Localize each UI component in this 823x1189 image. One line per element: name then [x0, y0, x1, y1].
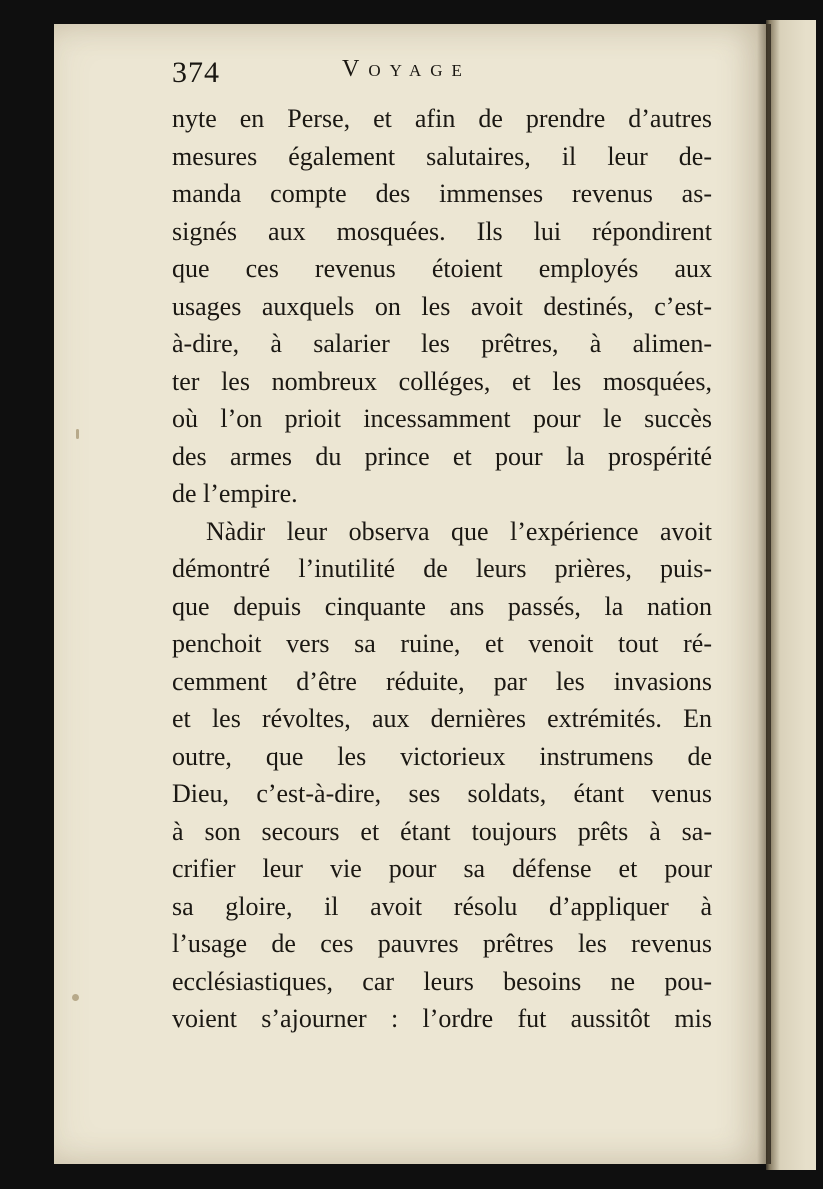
- text-line: démontré l’inutilité de leurs prières, puis-: [172, 554, 712, 583]
- text-line: de l’empire.: [172, 479, 298, 508]
- text-line: signés aux mosquées. Ils lui répondirent: [172, 216, 712, 246]
- text-line: où l’on prioit incessamment pour le succès: [172, 404, 712, 433]
- body-text: [172, 100, 712, 1038]
- text-line: penchoit vers sa ruine, et venoit tout ré-: [172, 629, 712, 658]
- text-line: Nàdir leur observa que l’expérience avoit: [206, 516, 712, 546]
- text-line: et les révoltes, aux dernières extrémités. En: [172, 704, 712, 733]
- paper-spot: [76, 429, 79, 439]
- facing-page-edge: [766, 20, 816, 1170]
- page-header: [172, 56, 712, 96]
- text-line: l’usage de ces pauvres prêtres les revenus: [172, 929, 712, 958]
- text-line: à-dire, à salarier les prêtres, à alimen-: [172, 329, 712, 358]
- page-number: 374: [172, 56, 220, 89]
- text-line: des armes du prince et pour la prospérité: [172, 441, 712, 471]
- text-line: outre, que les victorieux instrumens de: [172, 741, 712, 771]
- text-line: sa gloire, il avoit résolu d’appliquer à: [172, 891, 712, 921]
- page-gutter-shadow: [757, 24, 771, 1164]
- text-line: à son secours et étant toujours prêts à sa-: [172, 816, 712, 846]
- text-line: ter les nombreux colléges, et les mosquées,: [172, 366, 712, 396]
- text-line: Dieu, c’est-à-dire, ses soldats, étant venus: [172, 779, 712, 808]
- text-line: manda compte des immenses revenus as-: [172, 179, 712, 208]
- running-head: Voyage: [342, 56, 471, 82]
- text-line: cemment d’être réduite, par les invasions: [172, 666, 712, 696]
- text-line: usages auxquels on les avoit destinés, c’est-: [172, 291, 712, 321]
- text-line: que ces revenus étoient employés aux: [172, 254, 712, 283]
- text-line: que depuis cinquante ans passés, la nation: [172, 591, 712, 621]
- text-line: voient s’ajourner : l’ordre fut aussitôt mis: [172, 1004, 712, 1033]
- text-line: crifier leur vie pour sa défense et pour: [172, 854, 712, 883]
- text-line: ecclésiastiques, car leurs besoins ne pou-: [172, 966, 712, 996]
- text-line: nyte en Perse, et afin de prendre d’autres: [172, 104, 712, 133]
- paper-spot: [72, 994, 79, 1001]
- text-line: mesures également salutaires, il leur de-: [172, 141, 712, 171]
